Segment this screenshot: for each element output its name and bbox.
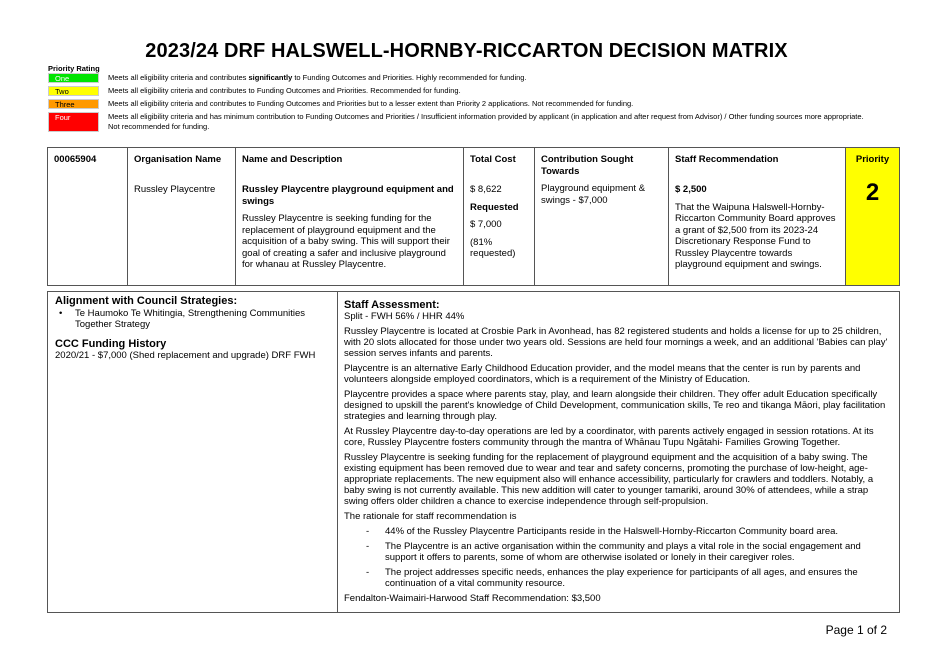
document-title: 2023/24 DRF HALSWELL-HORNBY-RICCARTON DECISION MATRIX xyxy=(145,40,788,62)
requested-value: $ 7,000 xyxy=(470,219,502,230)
funding-history-heading: CCC Funding History xyxy=(55,338,167,350)
project-description: Russley Playcentre is seeking funding for the replacement of playground equipment and the acquisition of a baby swing. This will support their goal of creating a safer and inclusive playground for whanau at Russley Playcentre. xyxy=(242,213,450,270)
rationale-item: - The project addresses specific needs, enhances the play experience for participants of all ages, and ensures the continuation of a vital community resource. xyxy=(344,567,893,589)
alignment-item: • Te Haumoko Te Whitingia, Strengthening Communities Together Strategy xyxy=(55,308,330,330)
col-name-description xyxy=(236,148,464,285)
requested-percent: (81% requested) xyxy=(470,236,516,259)
legend-row-two xyxy=(48,86,868,96)
legend-text-two: Meets all eligibility criteria and contributes to Funding Outcomes and Priorities. Recommended for funding. xyxy=(108,86,461,95)
total-cost-header: Total Cost xyxy=(470,154,516,165)
recommendation-text: That the Waipuna Halswell-Hornby-Riccarton Community Board approves a grant of $2,500 from its 2023-24 Discretionary Response Fund to Russley Playcentre towards playground equipment and swings. xyxy=(675,201,836,270)
assessment-paragraph: Playcentre provides a space where parents stay, play, and learn alongside their children. They offer adult Education specifically designed to upskill the parent's knowledge of Child Development, communication skills, Te reo and tikanga Māori, play facilitation strategies and learning through play. xyxy=(344,389,886,422)
application-id: 00065904 xyxy=(54,154,97,165)
alignment-list xyxy=(55,308,330,330)
staff-assessment-pane xyxy=(338,292,899,612)
legend-text-four: Meets all eligibility criteria and has minimum contribution to Funding Outcomes and Priorities / Insufficient information provided by applicant (in application and after request from Advisor) / Other funding sources more appropriate. Not recommended for funding. xyxy=(108,112,864,131)
legend-swatch-four: Four xyxy=(48,112,99,132)
rationale-intro: The rationale for staff recommendation is xyxy=(344,511,517,522)
col-staff-recommendation xyxy=(669,148,846,285)
assessment-paragraph: Russley Playcentre is located at Crosbie Park in Avonhead, has 82 registered students and holds a license for up to 25 children, with 20 slots allocated for those under two years old. Sessions are held four mornings a week, and an additional 'Babies can play' session serves infants and parents. xyxy=(344,326,888,359)
legend-row-four xyxy=(48,112,868,132)
page-number: Page 1 of 2 xyxy=(825,623,887,637)
strategy-history-pane xyxy=(48,292,338,612)
col-application-id xyxy=(48,148,128,285)
col-contribution xyxy=(535,148,669,285)
contribution-value: Playground equipment & swings - $7,000 xyxy=(541,183,646,206)
name-description-header: Name and Description xyxy=(242,154,343,165)
legend-swatch-three: Three xyxy=(48,99,99,109)
assessment-paragraph: Russley Playcentre is seeking funding for the replacement of playground equipment and the acquisition of a baby swing. The existing equipment has been removed due to wear and tear and safety concerns, promoting the purchase of low-height, age-appropriate replacements. The new equipment also will enhance accessibility, particularly for crawlers and toddlers. Notably, a baby swing is not currently available. This new addition will cater to younger tamariki, around 30% of attendees, while a strap swing offers older children a chance to exercise independence through self-propulsion. xyxy=(344,452,874,507)
rationale-item: - 44% of the Russley Playcentre Participants reside in the Halswell-Hornby-Riccarton Community board area. xyxy=(344,526,893,537)
funding-history-text: 2020/21 - $7,000 (Shed replacement and upgrade) DRF FWH xyxy=(55,350,316,361)
contribution-header: Contribution Sought Towards xyxy=(541,154,634,177)
total-cost-value: $ 8,622 xyxy=(470,184,502,195)
legend-swatch-one: One xyxy=(48,73,99,83)
funding-split: Split - FWH 56% / HHR 44% xyxy=(344,311,465,322)
col-total-cost xyxy=(464,148,535,285)
project-title: Russley Playcentre playground equipment and swings xyxy=(242,184,454,207)
staff-recommendation-header: Staff Recommendation xyxy=(675,154,779,165)
other-board-recommendation: Fendalton-Waimairi-Harwood Staff Recommendation: $3,500 xyxy=(344,593,601,604)
organisation-header: Organisation Name xyxy=(134,154,222,165)
requested-label: Requested xyxy=(470,201,519,213)
decision-matrix-table xyxy=(47,147,900,286)
legend-row-three xyxy=(48,99,868,109)
priority-legend xyxy=(48,73,868,135)
legend-swatch-two: Two xyxy=(48,86,99,96)
col-organisation xyxy=(128,148,236,285)
recommendation-amount: $ 2,500 xyxy=(675,184,707,195)
col-priority xyxy=(846,148,899,285)
rationale-item: - The Playcentre is an active organisation within the community and plays a vital role in the social engagement and support it offers to parents, some of whom are otherwise isolated or lonely in their caregiver roles. xyxy=(344,541,893,563)
priority-value: 2 xyxy=(865,179,880,206)
assessment-paragraph: Playcentre is an alternative Early Childhood Education provider, and the model means that the center is run by parents and volunteers alongside employed coordinators, which is a requirement of the Ministry of Education. xyxy=(344,363,861,385)
priority-rating-heading: Priority Rating xyxy=(48,64,100,73)
alignment-heading: Alignment with Council Strategies: xyxy=(55,295,238,307)
assessment-section xyxy=(47,291,900,613)
legend-text-one: Meets all eligibility criteria and contributes significantly to Funding Outcomes and Priorities. Highly recommended for funding. xyxy=(108,73,527,82)
priority-header: Priority xyxy=(855,154,890,165)
staff-assessment-heading: Staff Assessment: xyxy=(344,299,440,311)
legend-text-three: Meets all eligibility criteria and contributes to Funding Outcomes and Priorities but to a lesser extent than Priority 2 applications. Not recommended for funding. xyxy=(108,99,634,108)
legend-row-one xyxy=(48,73,868,83)
assessment-paragraph: At Russley Playcentre day-to-day operations are led by a coordinator, with parents actively engaged in session rotations. At its core, Russley Playcentre fosters community through the mantra of Whānau Tupu Ngātahi- Families Growing Together. xyxy=(344,426,874,448)
rationale-list xyxy=(344,526,893,589)
organisation-name: Russley Playcentre xyxy=(134,184,216,195)
